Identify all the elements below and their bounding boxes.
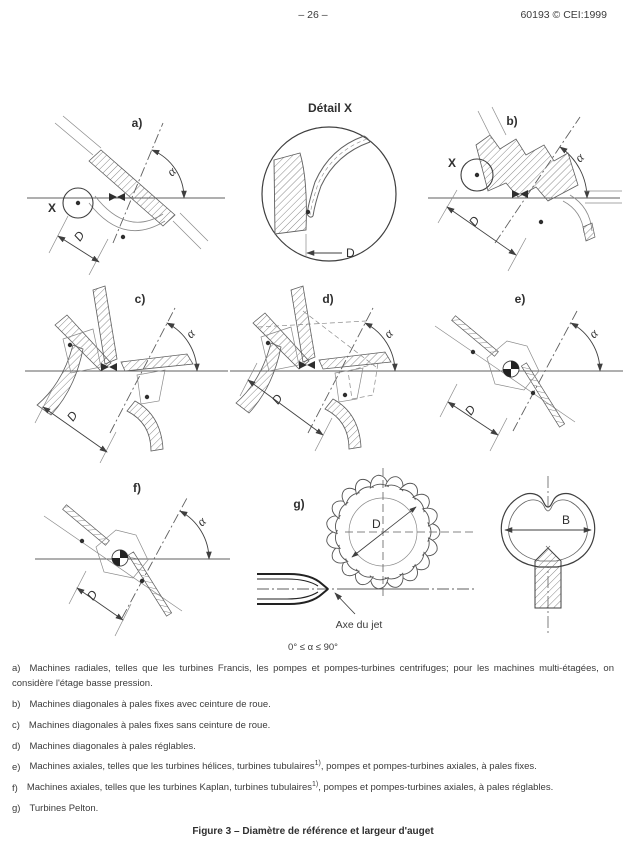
panel-g-d-label: D [372,517,381,531]
panel-c-d-label: D [63,408,81,424]
panel-d-label: d) [322,292,334,306]
note-c-id: c) [12,719,20,731]
panel-d-machine-section [236,286,391,449]
note-f: f) Machines axiales, telles que les turbines Kaplan, turbines tubulaires$^{1)}$, pompes et pompes-turbines axiales, à pales réglables. [12,781,554,794]
alpha-range-constraint: 0° ≤ α ≤ 90° [288,642,338,653]
panel-f-alpha: α [193,513,209,530]
page-number: – 26 – [298,9,328,21]
diagram-e-axial-fixed [425,283,626,463]
panel-e-label: e) [514,292,526,306]
diagram-b-diagonal-with-band [420,95,626,275]
panel-g-label: g) [293,497,305,511]
bucket-outline [501,494,594,608]
note-b-id: b) [12,698,21,710]
document-reference: 60193 © CEI:1999 [520,9,607,21]
note-e-id: e) [12,761,21,773]
note-d-id: d) [12,740,21,752]
diagram-d-diagonal-adjustable [228,283,433,463]
detail-x-drawing [274,136,370,260]
note-a-id: a) [12,663,21,674]
note-a: a) Machines radiales, telles que les turbines Francis, les pompes et pompes-turbines centrifuges; pour les machines multi-étagées, on considère l'étage basse pression. [12,663,614,689]
panel-f-label: f) [133,481,141,495]
pelton-wheel [325,468,477,600]
panel-c-label: c) [134,292,146,306]
diagram-g-pelton [255,462,480,646]
note-g-id: g) [12,803,21,815]
panel-e-d-label: D [461,402,479,418]
note-c: c) Machines diagonales à pales fixes sans ceinture de roue. [12,719,271,731]
diagram-detail-x [258,98,403,268]
bucket-width-label: B [562,513,571,527]
panel-a-label: a) [131,116,143,130]
panel-e-alpha: α [585,325,601,342]
diagram-f-axial-adjustable [30,468,235,643]
panel-a-d-label: D [70,228,88,244]
note-b: b) Machines diagonales à pales fixes avec ceinture de roue. [12,698,271,710]
detail-x-title: Détail X [307,101,353,115]
panel-a-alpha: α [163,163,179,180]
note-d: d) Machines diagonales à pales réglables. [12,740,196,752]
panel-b-d-label: D [465,213,483,229]
jet-axis-label: Axe du jet [335,619,383,631]
panel-b-label: b) [506,114,518,128]
panel-a-machine-section [55,116,208,249]
panel-d-alpha: α [380,325,396,342]
panel-b-machine-section [476,107,622,241]
panel-c-alpha: α [182,325,198,342]
figure-caption: Figure 3 – Diamètre de référence et largeur d'auget [192,826,434,838]
panel-f-d-label: D [83,587,101,603]
diagram-a-radial-machine [25,95,230,275]
note-g: g) Turbines Pelton. [12,803,99,815]
note-f-id: f) [12,782,18,794]
note-e: e) Machines axiales, telles que les turbines hélices, turbines tubulaires$^{1)}$, pompes et pompes-turbines axiales, à pales fixes. [12,760,537,773]
diagram-c-diagonal-no-band [25,283,230,463]
panel-b-alpha: α [571,149,587,166]
panel-d-d-label: D [268,391,286,407]
detail-x-d-label: D [346,246,355,260]
panel-b-x-label: X [448,156,457,170]
panel-f-machine-section [44,505,182,616]
panel-c-machine-section [37,286,193,451]
figure-notes [12,642,614,847]
panel-a-x-label: X [48,201,57,215]
diagram-pelton-bucket [488,468,618,640]
